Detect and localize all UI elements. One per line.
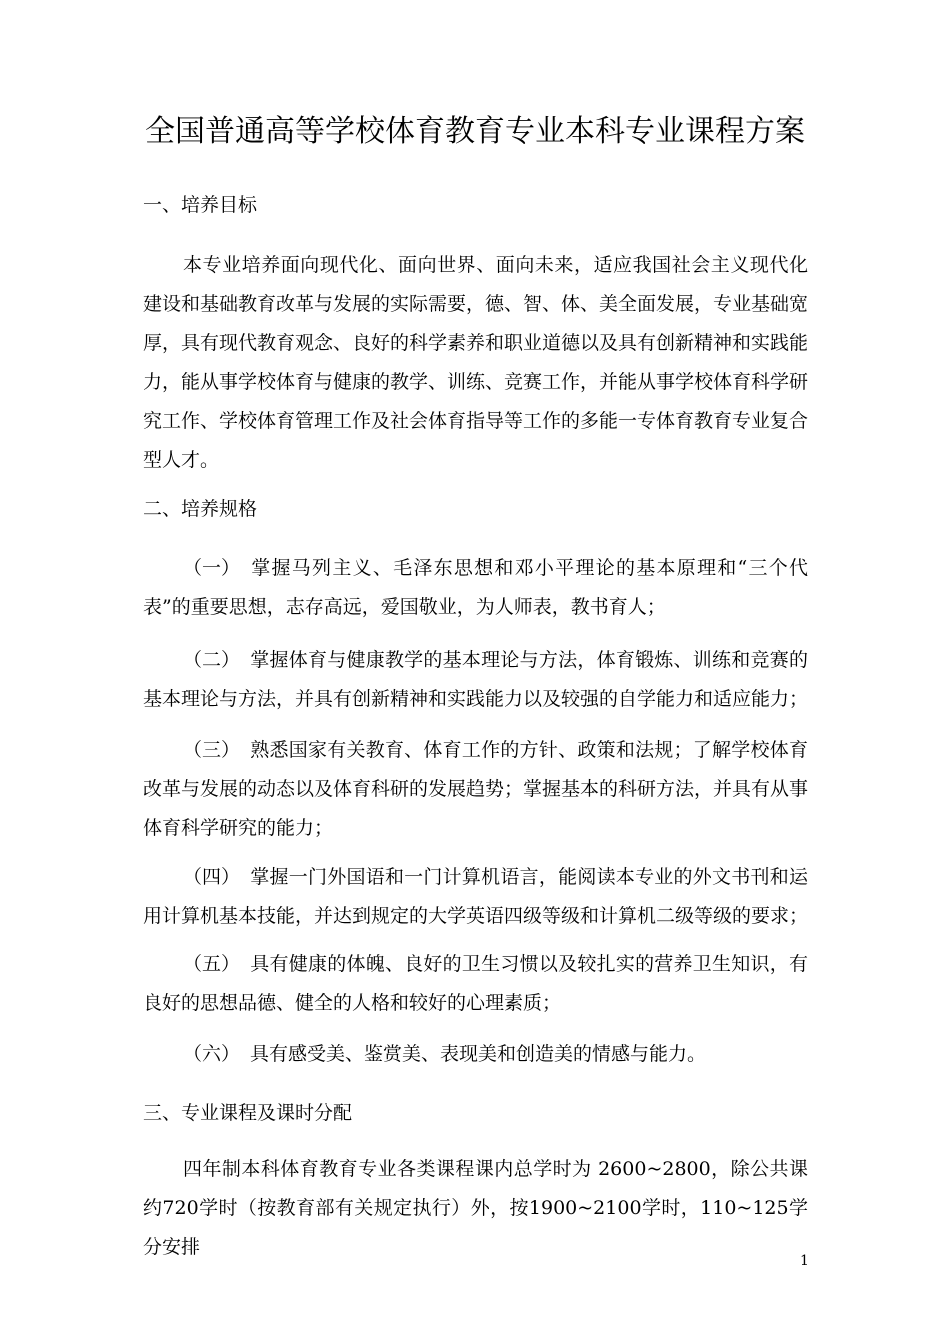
item-number: （五） (183, 953, 241, 975)
section-heading-curriculum: 三、专业课程及课时分配 (143, 1102, 353, 1124)
specification-item-1 (143, 549, 808, 627)
specification-item-4 (143, 858, 808, 936)
specification-item-2 (143, 641, 808, 719)
item-text: 具有感受美、鉴赏美、表现美和创造美的情感与能力。 (250, 1043, 707, 1065)
item-number: （三） (183, 739, 241, 761)
item-text: 掌握马列主义、毛泽东思想和邓小平理论的基本原理和“三个代表”的重要思想，志存高远，爱国敬业，为人师表，教书育人； (143, 557, 808, 618)
item-number: （六） (183, 1043, 241, 1065)
item-text: 具有健康的体魄、良好的卫生习惯以及较扎实的营养卫生知识，有良好的思想品德、健全的人格和较好的心理素质； (143, 953, 808, 1014)
item-text: 熟悉国家有关教育、体育工作的方针、政策和法规；了解学校体育改革与发展的动态以及体育科研的发展趋势；掌握基本的科研方法，并具有从事体育科学研究的能力； (143, 739, 809, 839)
item-number: （一） (183, 557, 241, 579)
item-number: （二） (183, 649, 241, 671)
objectives-paragraph: 本专业培养面向现代化、面向世界、面向未来，适应我国社会主义现代化建设和基础教育改革与发展的实际需要，德、智、体、美全面发展，专业基础宽厚，具有现代教育观念、良好的科学素养和职业道德以及具有创新精神和实践能力，能从事学校体育与健康的教学、训练、竞赛工作，并能从事学校体育科学研究工作、学校体育管理工作及社会体育指导等工作的多能一专体育教育专业复合型人才。 (143, 254, 809, 471)
document-title: 全国普通高等学校体育教育专业本科专业课程方案 (145, 114, 805, 149)
item-number: （四） (183, 866, 241, 888)
specification-item-3 (143, 731, 808, 848)
page-number: 1 (800, 1253, 809, 1269)
specification-item-6 (143, 1035, 808, 1074)
curriculum-paragraph: 四年制本科体育教育专业各类课程课内总学时为 2600~2800，除公共课约720学时（按教育部有关规定执行）外，按1900~2100学时，110~125学分安排 (143, 1158, 808, 1258)
item-text: 掌握体育与健康教学的基本理论与方法，体育锻炼、训练和竞赛的基本理论与方法，并具有创新精神和实践能力以及较强的自学能力和适应能力； (143, 649, 809, 710)
item-text: 掌握一门外国语和一门计算机语言，能阅读本专业的外文书刊和运用计算机基本技能，并达到规定的大学英语四级等级和计算机二级等级的要求； (143, 866, 809, 927)
section-heading-specifications: 二、培养规格 (143, 498, 258, 520)
section-heading-objectives: 一、培养目标 (143, 194, 258, 216)
specification-item-5 (143, 945, 808, 1023)
